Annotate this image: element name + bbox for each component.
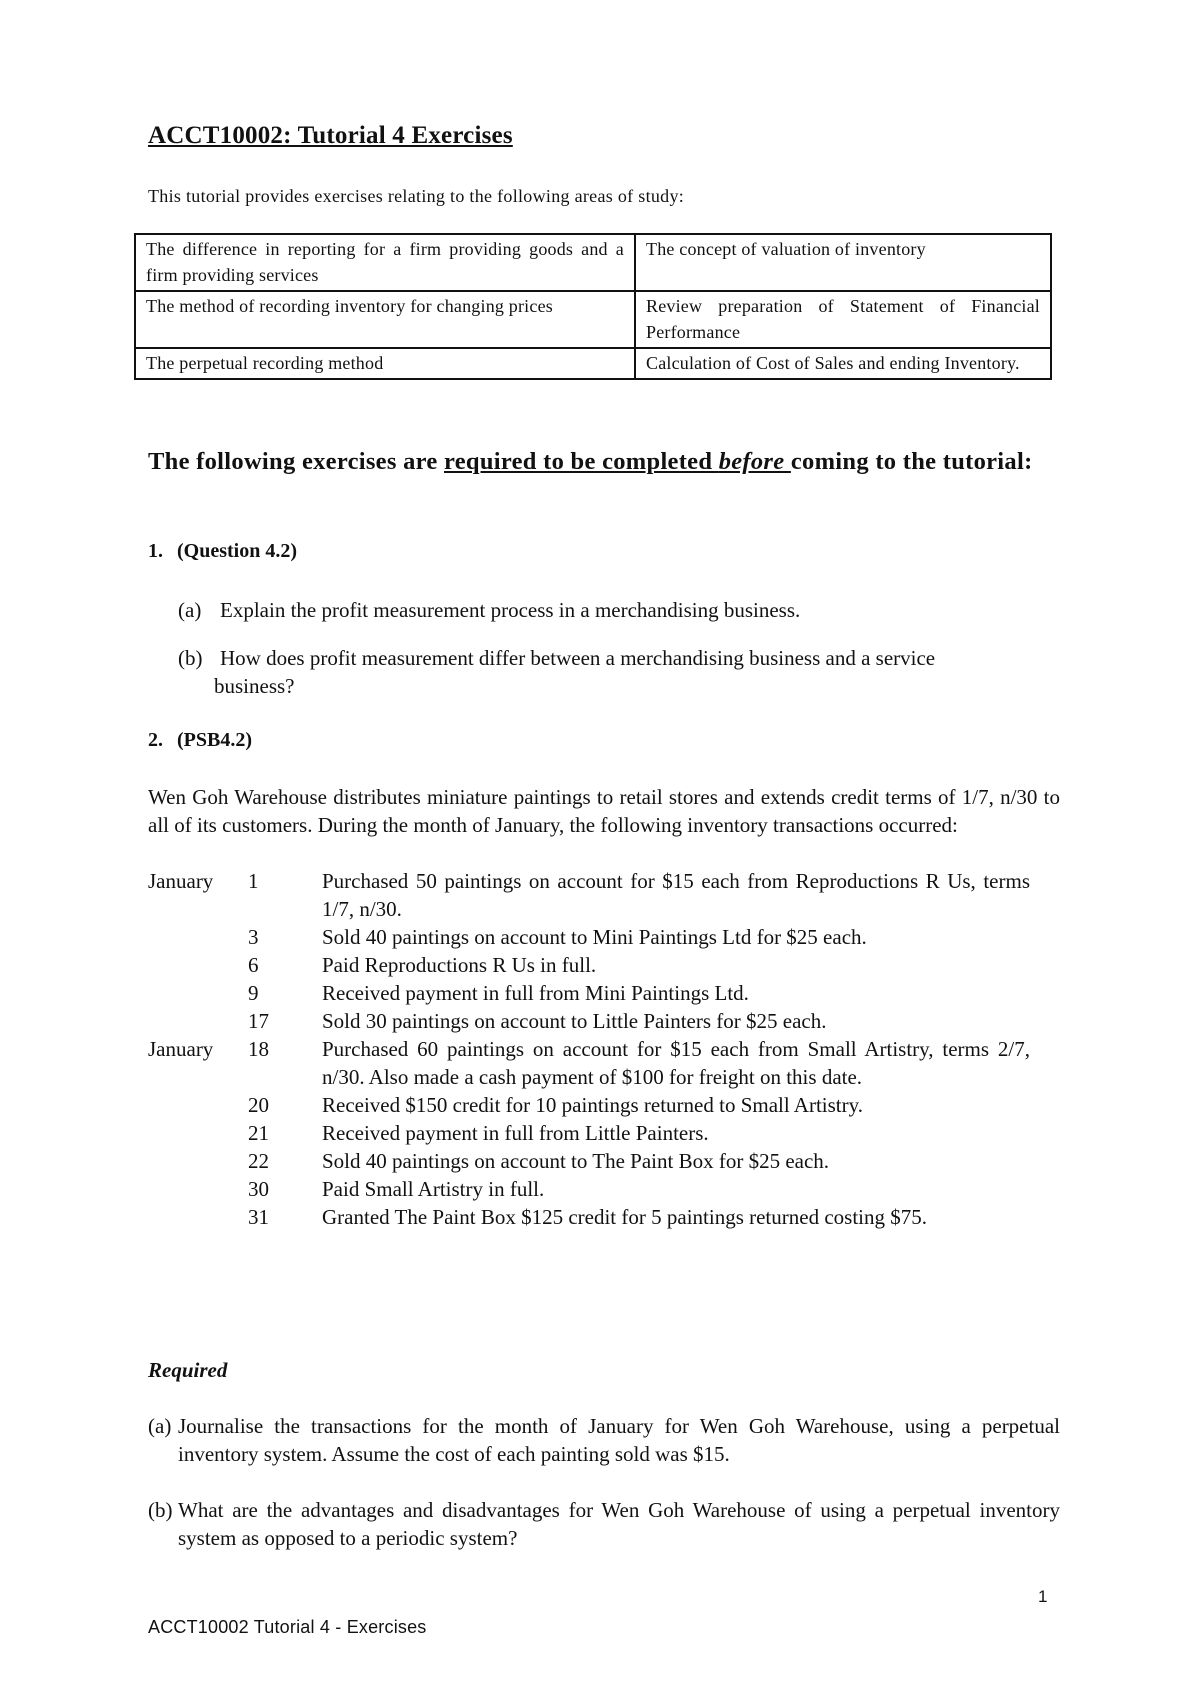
transaction-row — [148, 979, 1060, 1007]
heading-part: coming to the tutorial: — [790, 448, 1033, 475]
sub-text: How does profit measurement differ between a merchandising business and a service — [220, 646, 936, 670]
transaction-month — [148, 1147, 248, 1175]
required-before-heading — [148, 446, 1060, 477]
transaction-month — [148, 923, 248, 951]
sub-text-continued: business? — [214, 674, 295, 698]
question-1a — [178, 596, 1058, 624]
item-text: What are the advantages and disadvantages for Wen Goh Warehouse of using a perpetual inventory system as opposed to a periodic system? — [178, 1498, 1060, 1550]
transaction-day: 6 — [248, 953, 259, 977]
table-cell: Review preparation of Statement of Financial Performance — [635, 291, 1051, 348]
question-title: (PSB4.2) — [177, 729, 252, 751]
transaction-description: Received payment in full from Little Painters. — [322, 1121, 709, 1145]
study-areas-table — [134, 233, 1052, 380]
transaction-row — [148, 951, 1060, 979]
transaction-day: 18 — [248, 1037, 269, 1061]
transaction-description: Paid Small Artistry in full. — [322, 1177, 545, 1201]
sub-label: (b) — [178, 646, 203, 670]
transaction-month: January — [148, 1037, 214, 1061]
transaction-month — [148, 979, 248, 1007]
page-footer: ACCT10002 Tutorial 4 - Exercises — [148, 1617, 427, 1637]
required-item-a — [148, 1412, 1060, 1468]
transaction-row — [148, 1007, 1060, 1035]
page-number: 1 — [1038, 1587, 1048, 1606]
transaction-day: 3 — [248, 925, 259, 949]
sub-label: (a) — [178, 598, 202, 622]
transaction-month: January — [148, 869, 214, 893]
heading-underlined: required to be completed — [444, 448, 719, 475]
transaction-month — [148, 1007, 248, 1035]
heading-underlined-italic: before — [718, 448, 791, 475]
transaction-description: Purchased 60 paintings on account for $15 each from Small Artistry, terms 2/7, n/30. Also made a cash payment of $100 for freight on this date. — [322, 1037, 1030, 1089]
intro-text: This tutorial provides exercises relating to the following areas of study: — [148, 186, 685, 206]
transaction-month — [148, 1119, 248, 1147]
transaction-description: Sold 40 paintings on account to The Paint Box for $25 each. — [322, 1149, 830, 1173]
transaction-day: 31 — [248, 1205, 269, 1229]
transaction-month — [148, 951, 248, 979]
transaction-description: Purchased 50 paintings on account for $15 each from Reproductions R Us, terms 1/7, n/30. — [322, 869, 1030, 921]
transaction-day: 30 — [248, 1177, 269, 1201]
item-label: (b) — [148, 1498, 173, 1522]
transaction-row — [148, 1119, 1060, 1147]
transaction-description: Sold 30 paintings on account to Little Painters for $25 each. — [322, 1009, 827, 1033]
transaction-day: 1 — [248, 869, 259, 893]
transaction-description: Received payment in full from Mini Paintings Ltd. — [322, 981, 749, 1005]
transaction-day: 20 — [248, 1093, 269, 1117]
table-cell: The method of recording inventory for changing prices — [135, 291, 635, 348]
item-label: (a) — [148, 1414, 172, 1438]
question-1b — [178, 644, 1058, 700]
transactions-list — [148, 867, 1060, 1231]
question-title: (Question 4.2) — [177, 540, 297, 562]
transaction-month — [148, 1175, 248, 1203]
transaction-row — [148, 1035, 1060, 1091]
transaction-row — [148, 1147, 1060, 1175]
table-cell: Calculation of Cost of Sales and ending Inventory. — [635, 348, 1051, 379]
heading-part: The following exercises are — [148, 448, 444, 475]
page-title: ACCT10002: Tutorial 4 Exercises — [148, 122, 513, 149]
transaction-row — [148, 1203, 1060, 1231]
transaction-description: Granted The Paint Box $125 credit for 5 paintings returned costing $75. — [322, 1205, 927, 1229]
required-label: Required — [148, 1358, 228, 1382]
question-2-heading — [148, 729, 252, 752]
transaction-description: Sold 40 paintings on account to Mini Paintings Ltd for $25 each. — [322, 925, 867, 949]
transaction-month — [148, 1091, 248, 1119]
question-number: 2. — [148, 729, 163, 751]
transaction-description: Paid Reproductions R Us in full. — [322, 953, 597, 977]
table-row — [135, 291, 1051, 348]
table-cell: The difference in reporting for a firm providing goods and a firm providing services — [135, 234, 635, 291]
question-1-heading — [148, 540, 297, 563]
required-item-b — [148, 1496, 1060, 1552]
transaction-row — [148, 1175, 1060, 1203]
table-cell: The concept of valuation of inventory — [635, 234, 1051, 291]
table-row — [135, 348, 1051, 379]
transaction-row — [148, 1091, 1060, 1119]
transaction-day: 17 — [248, 1009, 269, 1033]
transaction-month — [148, 1203, 248, 1231]
transaction-description: Received $150 credit for 10 paintings returned to Small Artistry. — [322, 1093, 864, 1117]
question-2-paragraph: Wen Goh Warehouse distributes miniature paintings to retail stores and extends credit terms of 1/7, n/30 to all of its customers. During the month of January, the following inventory transactions occurred: — [148, 785, 1060, 837]
transaction-day: 9 — [248, 981, 259, 1005]
sub-text: Explain the profit measurement process in a merchandising business. — [220, 598, 801, 622]
transaction-day: 21 — [248, 1121, 269, 1145]
question-number: 1. — [148, 540, 163, 562]
transaction-row — [148, 923, 1060, 951]
transaction-day: 22 — [248, 1149, 269, 1173]
table-row — [135, 234, 1051, 291]
transaction-row — [148, 867, 1060, 923]
item-text: Journalise the transactions for the month of January for Wen Goh Warehouse, using a perpetual inventory system. Assume the cost of each painting sold was $15. — [178, 1414, 1060, 1466]
table-cell: The perpetual recording method — [135, 348, 635, 379]
